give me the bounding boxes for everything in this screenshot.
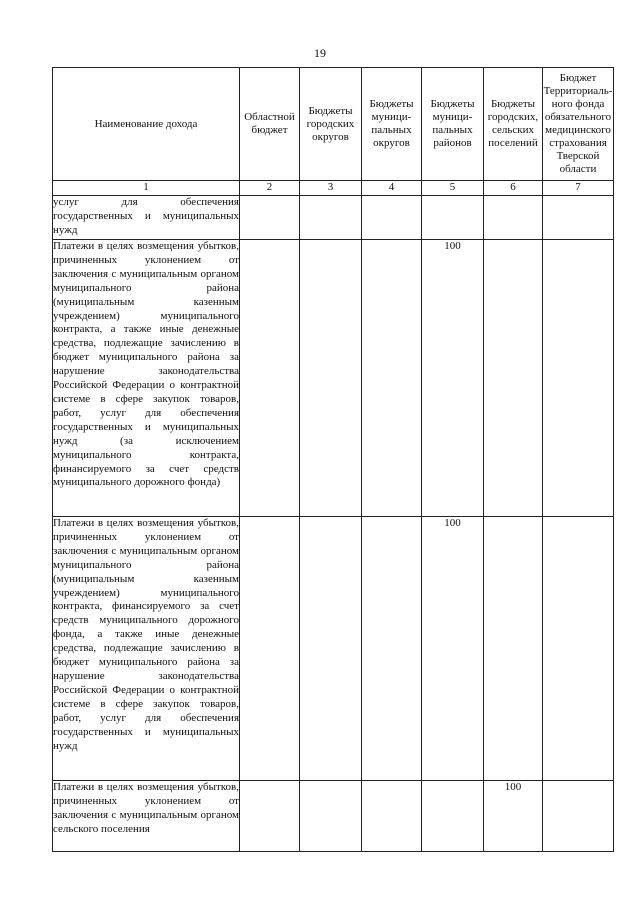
column-number: 7 — [543, 181, 614, 196]
income-name-cell: Платежи в целях возмещения убытков, причиненных уклонением от заключения с муниципальным органом муниципального района (муниципальным казенным учреждением) муниципального контракта, а также иные денежные средства, подлежащие зачислению в бюджет муниципального района за нарушение законодательства Российской Федерации о контрактной системе в сфере закупок товаров, работ, услуг для обеспечения государственных и муниципальных нужд (за исключением муниципального контракта, финансируемого за счет средств муниципального дорожного фонда) — [53, 240, 240, 517]
income-name-cell: Платежи в целях возмещения убытков, причиненных уклонением от заключения с муниципальным органом муниципального района (муниципальным казенным учреждением) муниципального контракта, финансируемого за счет средств муниципального дорожного фонда, а также иные денежные средства, подлежащие зачислению в бюджет муниципального района за нарушение законодательства Российской Федерации о контрактной системе в сфере закупок товаров, работ, услуг для обеспечения государственных и муниципальных нужд — [53, 517, 240, 781]
income-name-cell: услуг для обеспечения государственных и муниципальных нужд — [53, 196, 240, 240]
value-cell — [484, 240, 543, 517]
column-number: 3 — [300, 181, 362, 196]
header-municipal-districts: Бюджеты муници-пальных округов — [362, 68, 422, 181]
value-cell — [484, 196, 543, 240]
header-oms-fund: Бюджет Территориаль-ного фонда обязательного медицинского страхования Тверской области — [543, 68, 614, 181]
header-regional-budget: Областной бюджет — [240, 68, 300, 181]
column-numbers-row — [53, 181, 614, 196]
value-cell — [300, 517, 362, 781]
value-cell — [543, 240, 614, 517]
value-cell — [240, 517, 300, 781]
column-number: 5 — [422, 181, 484, 196]
page-number: 19 — [314, 46, 326, 60]
value-cell: 100 — [484, 781, 543, 852]
value-cell — [543, 781, 614, 852]
value-cell — [362, 781, 422, 852]
column-number: 6 — [484, 181, 543, 196]
header-settlements: Бюджеты городских, сельских поселений — [484, 68, 543, 181]
value-cell — [300, 240, 362, 517]
column-number: 2 — [240, 181, 300, 196]
value-cell: 100 — [422, 240, 484, 517]
value-cell — [422, 781, 484, 852]
table-row — [53, 781, 614, 852]
header-city-districts: Бюджеты городских округов — [300, 68, 362, 181]
value-cell — [543, 196, 614, 240]
table-row — [53, 240, 614, 517]
value-cell — [543, 517, 614, 781]
value-cell — [300, 781, 362, 852]
value-cell — [300, 196, 362, 240]
revenue-table — [52, 67, 614, 852]
value-cell — [362, 240, 422, 517]
table-row — [53, 517, 614, 781]
value-cell — [240, 196, 300, 240]
value-cell — [240, 240, 300, 517]
column-number: 1 — [53, 181, 240, 196]
value-cell — [240, 781, 300, 852]
value-cell: 100 — [422, 517, 484, 781]
column-number: 4 — [362, 181, 422, 196]
table-header-row — [53, 68, 614, 181]
value-cell — [362, 196, 422, 240]
header-municipal-regions: Бюджеты муници-пальных районов — [422, 68, 484, 181]
value-cell — [362, 517, 422, 781]
value-cell — [422, 196, 484, 240]
header-income-name: Наименование дохода — [53, 68, 240, 181]
table-row — [53, 196, 614, 240]
income-name-cell: Платежи в целях возмещения убытков, причиненных уклонением от заключения с муниципальным органом сельского поселения — [53, 781, 240, 852]
value-cell — [484, 517, 543, 781]
